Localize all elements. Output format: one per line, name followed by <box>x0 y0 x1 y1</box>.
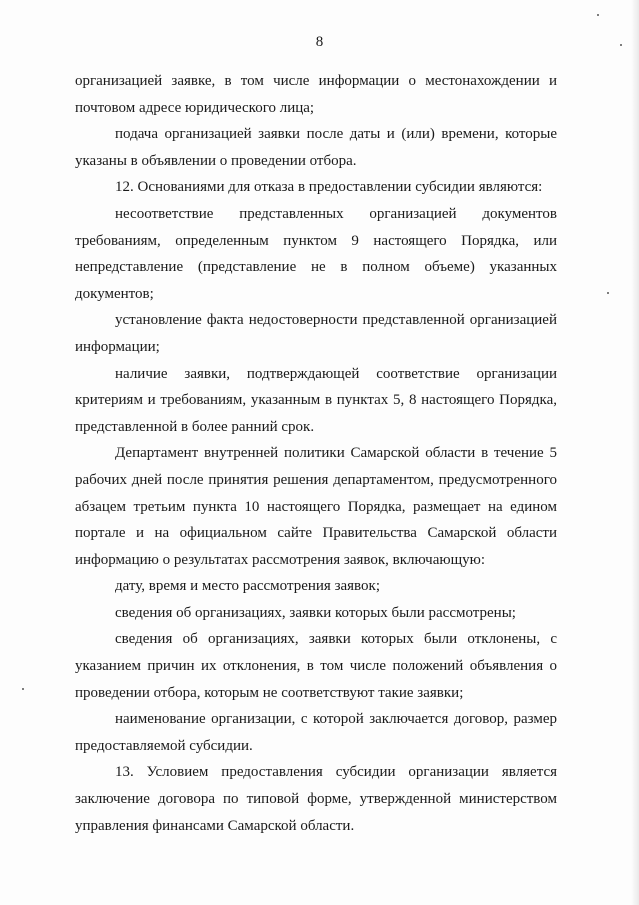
paragraph: сведения об организациях, заявки которых были рассмотрены; <box>115 604 516 621</box>
scan-speck <box>22 688 24 690</box>
paragraph: организацией заявке, в том числе информации о местонахождении и почтовом адресе юридического лица; <box>75 73 557 116</box>
paragraph: 13. Условием предоставления субсидии организации является заключение договора по типовой форме, утвержденной министерством управления финансами Самарской области. <box>75 764 557 834</box>
paragraph: наименование организации, с которой заключается договор, размер предоставляемой субсидии. <box>75 711 557 754</box>
paragraph: сведения об организациях, заявки которых были отклонены, с указанием причин их отклонения, в том числе положений объявления о проведении отбора, которым не соответствуют такие заявки; <box>75 631 557 701</box>
paragraph: наличие заявки, подтверждающей соответствие организации критериям и требованиям, указанным в пунктах 5, 8 настоящего Порядка, представленной в более ранний срок. <box>75 365 557 435</box>
paragraph: Департамент внутренней политики Самарской области в течение 5 рабочих дней после принятия решения департаментом, предусмотренного абзацем третьим пункта 10 настоящего Порядка, размещает на едином портале и на официальном сайте Правительства Самарской области информацию о результатах рассмотрения заявок, включающую: <box>75 445 557 568</box>
document-body <box>75 68 557 839</box>
page-number: 8 <box>315 34 324 50</box>
page-edge-shadow <box>631 0 639 905</box>
scan-speck <box>597 14 599 16</box>
paragraph: несоответствие представленных организацией документов требованиям, определенным пунктом 9 настоящего Порядка, или непредставление (представление не в полном объеме) указанных документов; <box>75 205 557 302</box>
paragraph: дату, время и место рассмотрения заявок; <box>115 578 380 595</box>
paragraph: 12. Основаниями для отказа в предоставлении субсидии являются: <box>115 179 543 196</box>
scan-speck <box>607 292 609 294</box>
paragraph: установление факта недостоверности представленной организацией информации; <box>75 312 557 355</box>
paragraph: подача организацией заявки после даты и (или) времени, которые указаны в объявлении о проведении отбора. <box>75 126 557 169</box>
